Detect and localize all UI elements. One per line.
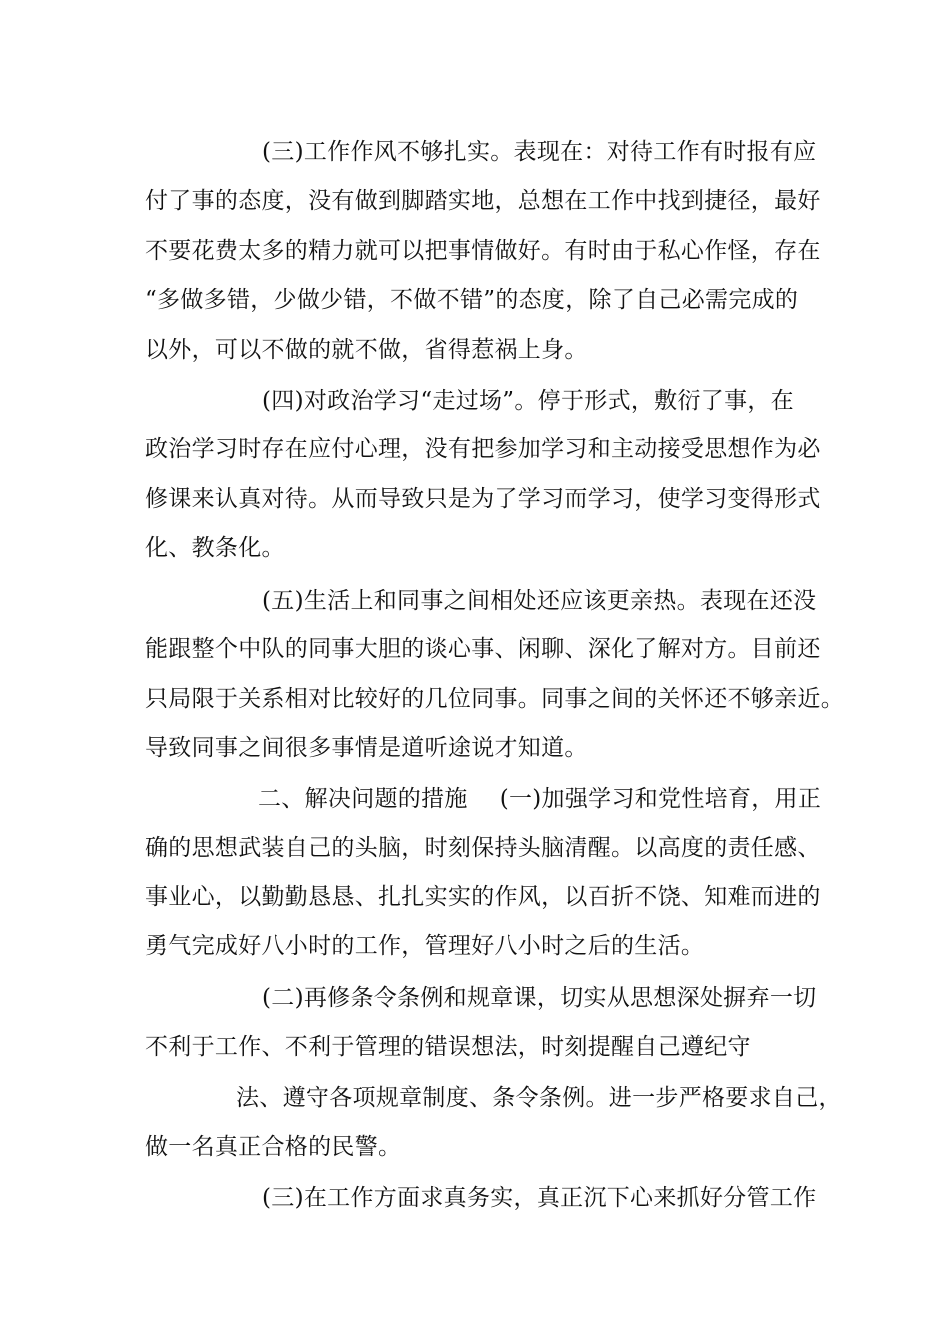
sub-item-text: (一)加强学习和党性培育，用正 xyxy=(499,786,822,812)
paragraph-line: 不利于工作、不利于管理的错误想法，时刻提醒自己遵纪守 xyxy=(145,1034,751,1060)
paragraph-line: 导致同事之间很多事情是道听途说才知道。 xyxy=(145,735,588,761)
paragraph-line: 法、遵守各项规章制度、条令条例。进一步严格要求自己， xyxy=(236,1085,842,1111)
paragraph-line: (二)再修条令条例和规章课，切实从思想深处摒弃一切 xyxy=(262,985,817,1011)
paragraph-line: “多做多错，少做少错，不做不错”的态度，除了自己必需完成的 xyxy=(145,287,799,313)
paragraph-line: (五)生活上和同事之间相处还应该更亲热。表现在还没 xyxy=(262,588,817,614)
paragraph-line: 以外，可以不做的就不做，省得惹祸上身。 xyxy=(145,337,588,363)
paragraph-line: 修课来认真对待。从而导致只是为了学习而学习，使学习变得形式 xyxy=(145,486,821,512)
paragraph-line: 化、教条化。 xyxy=(145,535,285,561)
paragraph-line: 做一名真正合格的民警。 xyxy=(145,1134,402,1160)
paragraph-line: 政治学习时存在应付心理，没有把参加学习和主动接受思想作为必 xyxy=(145,436,821,462)
section-heading-line xyxy=(258,784,938,814)
paragraph-line: 不要花费太多的精力就可以把事情做好。有时由于私心作怪，存在 xyxy=(145,238,821,264)
paragraph-line: (四)对政治学习“走过场”。停于形式，敷衍了事，在 xyxy=(262,388,794,414)
paragraph-line: 只局限于关系相对比较好的几位同事。同事之间的关怀还不够亲近。 xyxy=(145,686,844,712)
paragraph-line: (三)工作作风不够扎实。表现在：对待工作有时报有应 xyxy=(262,139,817,165)
section-heading: 二、解决问题的措施 xyxy=(258,786,468,812)
paragraph-line: (三)在工作方面求真务实，真正沉下心来抓好分管工作 xyxy=(262,1185,817,1211)
paragraph-line: 确的思想武装自己的头脑，时刻保持头脑清醒。以高度的责任感、 xyxy=(145,835,821,861)
paragraph-line: 能跟整个中队的同事大胆的谈心事、闲聊、深化了解对方。目前还 xyxy=(145,636,821,662)
paragraph-line: 付了事的态度，没有做到脚踏实地，总想在工作中找到捷径，最好 xyxy=(145,188,821,214)
paragraph-line: 事业心，以勤勤恳恳、扎扎实实的作风，以百折不饶、知难而进的 xyxy=(145,884,821,910)
paragraph-line: 勇气完成好八小时的工作，管理好八小时之后的生活。 xyxy=(145,933,705,959)
